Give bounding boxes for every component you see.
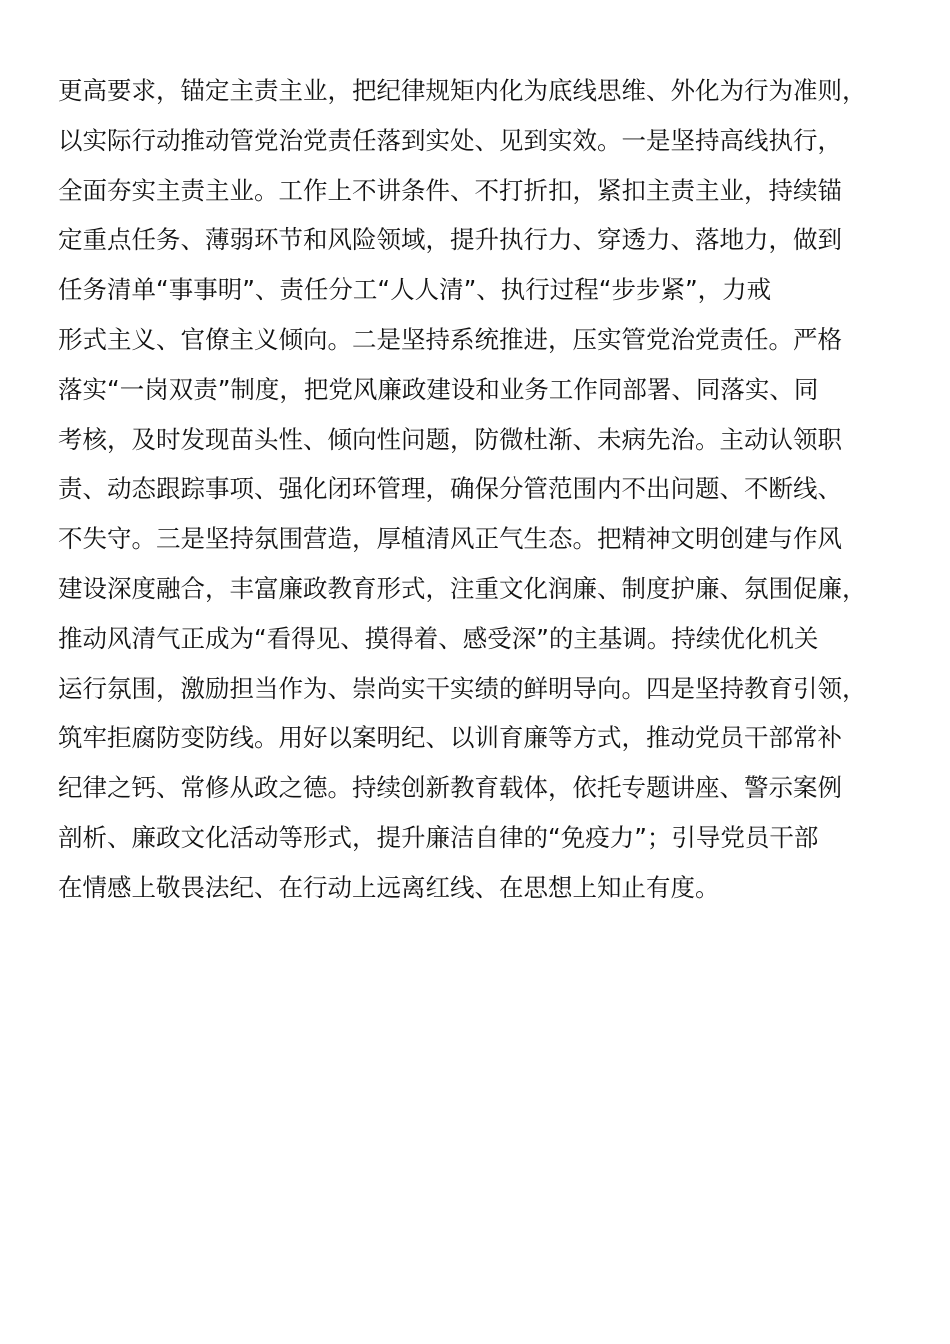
text-line: 纪律之钙、常修从政之德。持续创新教育载体，依托专题讲座、警示案例: [58, 773, 842, 803]
text-line: 更高要求，锚定主责主业，把纪律规矩内化为底线思维、外化为行为准则，: [58, 76, 867, 105]
text-line: 剖析、廉政文化活动等形式，提升廉洁自律的“免疫力”；引导党员干部: [58, 822, 819, 852]
text-line: 任务清单“事事明”、责任分工“人人清”、执行过程“步步紧”，力戒: [58, 275, 772, 305]
text-line: 运行氛围，激励担当作为、崇尚实干实绩的鲜明导向。四是坚持教育引领，: [58, 673, 867, 703]
text-line: 定重点任务、薄弱环节和风险领域，提升执行力、穿透力、落地力，做到: [58, 225, 842, 255]
text-line: 筑牢拒腐防变防线。用好以案明纪、以训育廉等方式，推动党员干部常补: [58, 723, 842, 753]
text-line: 建设深度融合，丰富廉政教育形式，注重文化润廉、制度护廉、氛围促廉，: [58, 573, 867, 603]
text-line: 考核，及时发现苗头性、倾向性问题，防微杜渐、未病先治。主动认领职: [58, 424, 842, 454]
text-line: 在情感上敬畏法纪、在行动上远离红线、在思想上知止有度。: [58, 872, 720, 902]
text-line: 形式主义、官僚主义倾向。二是坚持系统推进，压实管党治党责任。严格: [58, 324, 842, 354]
text-line: 推动风清气正成为“看得见、摸得着、感受深”的主基调。持续优化机关: [58, 623, 819, 653]
text-line: 全面夯实主责主业。工作上不讲条件、不打折扣，紧扣主责主业，持续锚: [58, 175, 842, 205]
text-line: 落实“一岗双责”制度，把党风廉政建设和业务工作同部署、同落实、同: [58, 374, 819, 404]
body-paragraph: [58, 66, 898, 913]
text-line: 责、动态跟踪事项、强化闭环管理，确保分管范围内不出问题、不断线、: [58, 474, 842, 504]
text-line: 不失守。三是坚持氛围营造，厚植清风正气生态。把精神文明创建与作风: [58, 524, 842, 554]
text-line: 以实际行动推动管党治党责任落到实处、见到实效。一是坚持高线执行，: [58, 125, 842, 155]
